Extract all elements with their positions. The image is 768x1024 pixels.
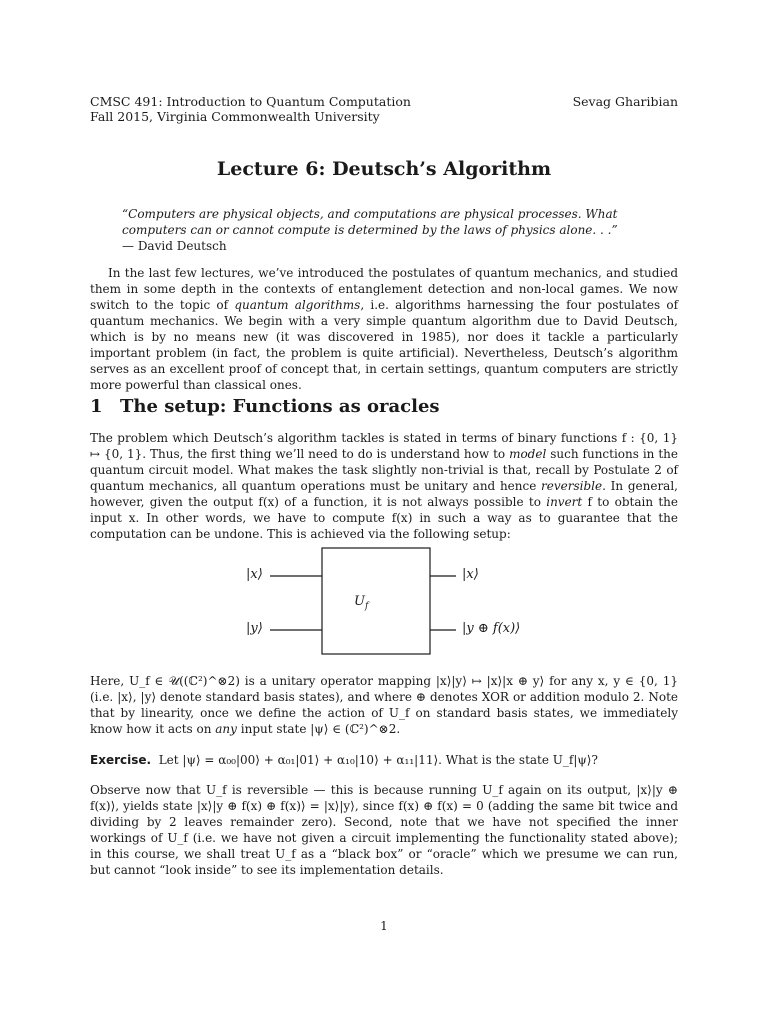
emphasis-quantum-algorithms: quantum algorithms bbox=[234, 298, 361, 312]
epigraph bbox=[122, 206, 662, 254]
output-label-top: |x⟩ bbox=[462, 567, 479, 582]
output-label-bottom: |y ⊕ f(x)⟩ bbox=[462, 621, 521, 636]
oracle-circuit-diagram bbox=[230, 546, 550, 656]
intro-paragraph: In the last few lectures, we’ve introduced the postulates of quantum mechanics, and studied them in some depth in the contexts of entanglement detection and non-local games. We now switch to the topic of quantum algorithms, i.e. algorithms harnessing the four postulates of quantum mechanics. We begin with a very simple quantum algorithm due to David Deutsch, which is by no means new (it was discovered in 1985), nor does it tackle a particularly important problem (in fact, the problem is quite artificial). Nevertheless, Deutsch’s algorithm serves as an excellent proof of concept that, in certain settings, quantum computers are strictly more powerful than classical ones. bbox=[90, 266, 679, 392]
page-number: 1 bbox=[380, 919, 388, 933]
emphasis-model: model bbox=[509, 447, 547, 461]
course-term: Fall 2015, Virginia Commonwealth University bbox=[90, 109, 380, 124]
exercise-text: Let |ψ⟩ = α₀₀|00⟩ + α₀₁|01⟩ + α₁₀|10⟩ + α₁₁|11⟩. What is the state U_f|ψ⟩? bbox=[158, 753, 598, 767]
header-author: Sevag Gharibian bbox=[572, 94, 678, 109]
here-paragraph: Here, U_f ∈ 𝒰((ℂ²)^⊗2) is a unitary operator mapping |x⟩|y⟩ ↦ |x⟩|x ⊕ y⟩ for any x, y ∈ {0, 1} (i.e. |x⟩, |y⟩ denote standard basis states), and where ⊕ denotes XOR or addition modulo 2. Note that by linearity, once we define the action of U_f on standard basis states, we immediately know how it acts on any input state |ψ⟩ ∈ (ℂ²)^⊗2. bbox=[90, 674, 678, 736]
emphasis-any: any bbox=[215, 722, 237, 736]
setup-paragraph: The problem which Deutsch’s algorithm tackles is stated in terms of binary functions f : {0, 1} ↦ {0, 1}. Thus, the first thing we’ll need to do is understand how to model such functions in the quantum circuit model. What makes the task slightly non-trivial is that, recall by Postulate 2 of quantum mechanics, all quantum operations must be unitary and hence reversible. In general, however, given the output f(x) of a function, it is not always possible to invert f to obtain the input x. In other words, we have to compute f(x) in such a way as to guarantee that the computation can be undone. This is achieved via the following setup: bbox=[90, 431, 678, 541]
emphasis-reversible: reversible bbox=[541, 479, 603, 493]
header-left bbox=[90, 94, 411, 124]
input-label-bottom: |y⟩ bbox=[246, 621, 263, 636]
exercise-paragraph bbox=[90, 752, 678, 768]
course-title: CMSC 491: Introduction to Quantum Computation bbox=[90, 94, 411, 109]
observe-paragraph: Observe now that U_f is reversible — this is because running U_f again on its output, |x⟩|y ⊕ f(x)⟩, yields state |x⟩|y ⊕ f(x) ⊕ f(x)⟩ = |x⟩|y⟩, since f(x) ⊕ f(x) = 0 (adding the same bit twice and dividing by 2 leaves remainder zero). Second, note that we have not specified the inner workings of U_f (i.e. we have not given a circuit implementing the functionality stated above); in this course, we shall treat U_f as a “black box” or “oracle” which we presume we can run, but cannot “look inside” to see its implementation details. bbox=[90, 783, 678, 877]
section-title: The setup: Functions as oracles bbox=[120, 396, 440, 417]
exercise-label: Exercise. bbox=[90, 753, 152, 767]
oracle-box bbox=[322, 548, 430, 654]
section-heading bbox=[90, 396, 440, 417]
emphasis-invert: invert bbox=[546, 495, 583, 509]
input-label-top: |x⟩ bbox=[246, 567, 263, 582]
section-number: 1 bbox=[90, 396, 103, 417]
lecture-title: Lecture 6: Deutsch’s Algorithm bbox=[216, 158, 552, 180]
quote-attribution: — David Deutsch bbox=[122, 239, 227, 253]
quote-text: “Computers are physical objects, and computations are physical processes. What computers can or cannot compute is determined by the laws of physics alone. . .” bbox=[122, 207, 618, 237]
gate-label: $U_f$ bbox=[354, 594, 369, 612]
circuit-svg bbox=[230, 546, 550, 656]
